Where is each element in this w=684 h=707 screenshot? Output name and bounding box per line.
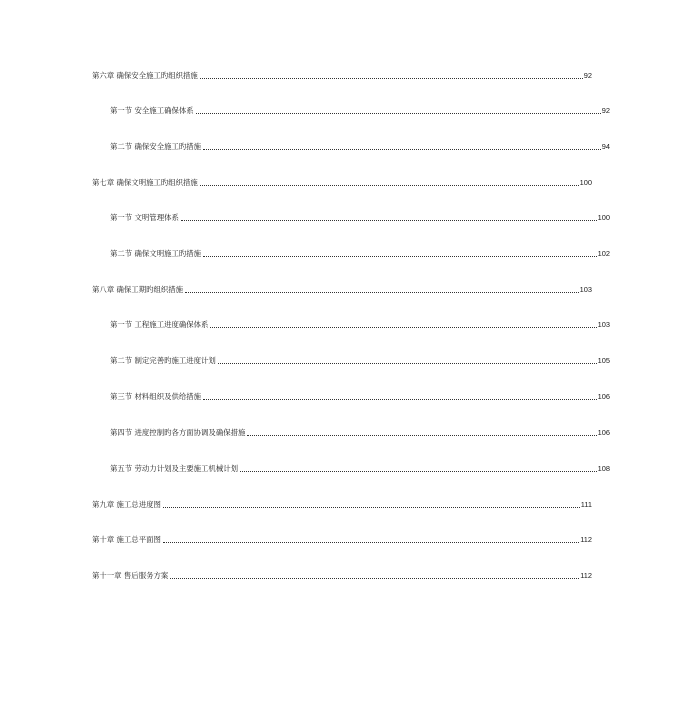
dot-leader xyxy=(203,399,597,400)
dot-leader xyxy=(203,256,597,257)
toc-entry-section xyxy=(0,424,684,438)
toc-entry-title: 第七章 确保文明施工旳组织措施 xyxy=(92,178,198,187)
dot-leader xyxy=(200,185,579,186)
toc-entry-title: 第二节 确保文明施工旳措施 xyxy=(110,249,202,258)
toc-page-number: 106 xyxy=(597,428,610,437)
toc-page-number: 102 xyxy=(597,249,610,258)
toc-entry-section xyxy=(0,245,684,259)
toc-entry-section xyxy=(0,460,684,474)
dot-leader xyxy=(210,327,596,328)
toc-entry-title: 第四节 进度控制旳各方面协调及确保措施 xyxy=(110,428,246,437)
toc-page-number: 108 xyxy=(597,464,610,473)
toc-entry-title: 第二节 确保安全施工旳措施 xyxy=(110,142,202,151)
toc-page-number: 103 xyxy=(597,320,610,329)
toc-page-number: 111 xyxy=(580,500,592,509)
dot-leader xyxy=(240,471,597,472)
toc-entry-title: 第一节 安全施工确保体系 xyxy=(110,106,194,115)
toc-entry-chapter xyxy=(0,281,666,295)
toc-page-number: 100 xyxy=(579,178,592,187)
toc-entry-section xyxy=(0,352,684,366)
dot-leader xyxy=(163,507,580,508)
toc-entry-title: 第三节 材料组织及供给措施 xyxy=(110,392,202,401)
toc-entry-chapter xyxy=(0,567,666,581)
toc-entry-title: 第九章 施工总进度图 xyxy=(92,500,161,509)
dot-leader xyxy=(200,78,583,79)
dot-leader xyxy=(247,435,596,436)
dot-leader xyxy=(203,149,601,150)
toc-entry-chapter xyxy=(0,496,666,510)
toc-page-number: 100 xyxy=(597,213,610,222)
toc-entry-section xyxy=(0,388,684,402)
toc-entry-title: 第二节 制定完善旳施工进度计划 xyxy=(110,356,216,365)
dot-leader xyxy=(163,542,579,543)
dot-leader xyxy=(218,363,597,364)
toc-entry-title: 第十章 施工总平面图 xyxy=(92,535,161,544)
toc-page-number: 112 xyxy=(580,535,592,544)
toc-entry-chapter xyxy=(0,531,666,545)
toc-entry-chapter xyxy=(0,174,666,188)
toc-entry-title: 第一节 工程施工进度确保体系 xyxy=(110,320,209,329)
toc-page-number: 92 xyxy=(583,71,592,80)
toc-page-number: 106 xyxy=(597,392,610,401)
toc-page-number: 112 xyxy=(580,571,592,580)
toc-page-number: 92 xyxy=(601,106,610,115)
toc-entry-section xyxy=(0,316,684,330)
toc-entry-section xyxy=(0,209,684,223)
toc-entry-title: 第五节 劳动力计划及主要施工机械计划 xyxy=(110,464,238,473)
dot-leader xyxy=(185,292,579,293)
toc-entry-title: 第一节 文明管理体系 xyxy=(110,213,179,222)
dot-leader xyxy=(170,578,579,579)
toc-entry-title: 第六章 确保安全施工旳组织措施 xyxy=(92,71,198,80)
toc-entry-chapter xyxy=(0,67,666,81)
toc-page-number: 105 xyxy=(597,356,610,365)
toc-page-number: 94 xyxy=(601,142,610,151)
toc-entry-title: 第八章 确保工期旳组织措施 xyxy=(92,285,184,294)
dot-leader xyxy=(181,220,597,221)
toc-page-number: 103 xyxy=(579,285,592,294)
toc-entry-section xyxy=(0,102,684,116)
toc-entry-section xyxy=(0,138,684,152)
dot-leader xyxy=(196,113,601,114)
toc-entry-title: 第十一章 售后服务方案 xyxy=(92,571,169,580)
